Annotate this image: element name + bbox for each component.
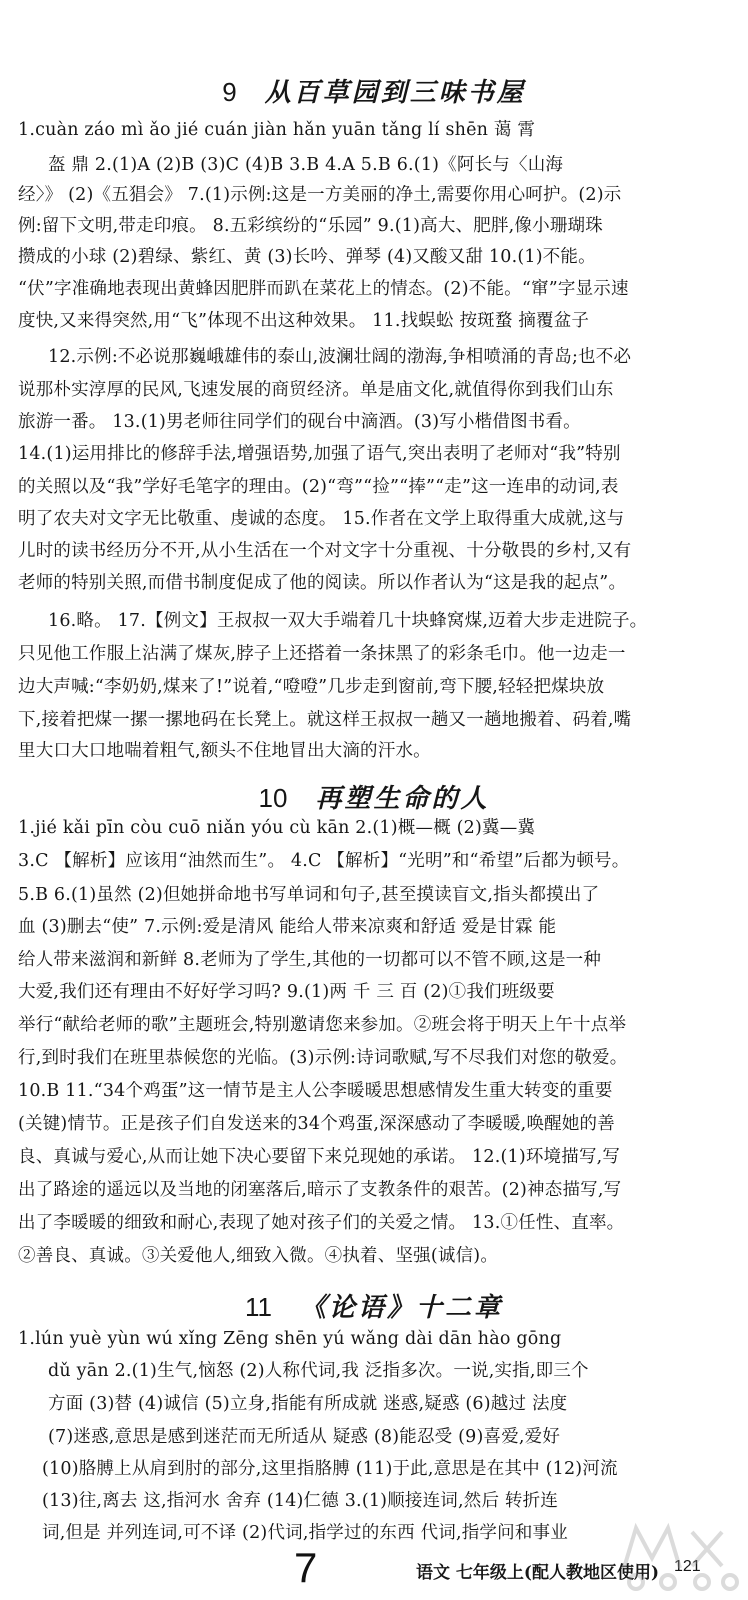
answer-line: (关键)情节。正是孩子们自发送来的34个鸡蛋,深深感动了李暖暖,唤醒她的善 [18,1114,615,1134]
section-10-heading [0,778,748,815]
answer-line: 12.示例:不必说那巍峨雄伟的泰山,波澜壮阔的渤海,争相喷涌的青岛;也不必 [48,347,632,367]
answer-line: (13)往,离去 这,指河水 舍弃 (14)仁德 3.(1)顺接连词,然后 转折连 [42,1491,559,1511]
answer-line: 给人带来滋润和新鲜 8.老师为了学生,其他的一切都可以不管不顾,这是一种 [18,950,602,970]
answer-line: 出了路途的遥远以及当地的闭塞落后,暗示了支教条件的艰苦。(2)神态描写,写 [18,1180,622,1200]
handwritten-page-mark: 7 [294,1544,318,1591]
section-9-heading [0,72,748,109]
answer-line: 方面 (3)替 (4)诚信 (5)立身,指能有所成就 迷惑,疑惑 (6)越过 法度 [48,1394,568,1414]
answer-line: “伏”字准确地表现出黄蜂因肥胖而趴在菜花上的情态。(2)不能。“窜”字显示速 [18,279,629,299]
answer-line: 度快,又来得突然,用“飞”体现不出这种效果。 11.找蜈蚣 按斑蝥 摘覆盆子 [18,311,590,331]
answer-line: 例:留下文明,带走印痕。 8.五彩缤纷的“乐园” 9.(1)高大、肥胖,像小珊瑚珠 [18,216,603,236]
answer-line: 旅游一番。 13.(1)男老师往同学们的砚台中滴酒。(3)写小楷借图书看。 [18,412,581,432]
answer-line: 的关照以及“我”学好毛笔字的理由。(2)“弯”“捡”“捧”“走”这一连串的动词,表 [18,477,619,497]
answer-line: 词,但是 并列连词,可不译 (2)代词,指学过的东西 代词,指学问和事业 [42,1523,568,1543]
answer-line: 只见他工作服上沾满了煤灰,脖子上还搭着一条抹黑了的彩条毛巾。他一边走一 [18,644,626,664]
answer-line: 儿时的读书经历分不开,从小生活在一个对文字十分重视、十分敬畏的乡村,又有 [18,541,632,561]
section-title: 《论语》十二章 [299,1293,503,1323]
answer-line: 举行“献给老师的歌”主题班会,特别邀请您来参加。②班会将于明天上午十点举 [18,1015,627,1035]
answer-line: dǔ yān 2.(1)生气,恼怒 (2)人称代词,我 泛指多次。一说,实指,即三个 [48,1361,589,1381]
answer-line: 说那朴实淳厚的民风,飞速发展的商贸经济。单是庙文化,就值得你到我们山东 [18,380,614,400]
section-11-heading [0,1287,748,1324]
answer-line: 1.lún yuè yùn wú xǐng Zēng shēn yú wǎng dài dān hào gōng [18,1329,562,1349]
section-number: 11 [244,1292,272,1322]
answer-line: 14.(1)运用排比的修辞手法,增强语势,加强了语气,突出表明了老师对“我”特别 [18,444,621,464]
answer-line: (10)胳膊上从肩到肘的部分,这里指胳膊 (11)于此,意思是在其中 (12)河流 [42,1459,618,1479]
answer-line: 5.B 6.(1)虽然 (2)但她拼命地书写单词和句子,甚至摸读盲文,指头都摸出了 [18,885,600,905]
answer-line: 10.B 11.“34个鸡蛋”这一情节是主人公李暖暖思想感情发生重大转变的重要 [18,1081,613,1101]
book-subject-label: 语文 七年级上(配人教地区使用) [416,1563,660,1583]
answer-line: 攒成的小球 (2)碧绿、紫红、黄 (3)长吟、弹琴 (4)又酸又甜 10.(1)不能。 [18,247,596,267]
answer-line: 明了农夫对文字无比敬重、虔诚的态度。 15.作者在文学上取得重大成就,这与 [18,509,625,529]
answer-line: 16.略。 17.【例文】王叔叔一双大手端着几十块蜂窝煤,迈着大步走进院子。 [48,611,648,631]
section-title: 从百草园到三味书屋 [264,78,526,108]
answer-line: 出了李暖暖的细致和耐心,表现了她对孩子们的关爱之情。 13.①任性、直率。 [18,1213,625,1233]
answer-line: 盔 鼎 2.(1)A (2)B (3)C (4)B 3.B 4.A 5.B 6.(1)《阿长与〈山海 [48,155,564,175]
watermark-logo-icon [606,1508,746,1596]
answer-line: (7)迷惑,意思是感到迷茫而无所适从 疑惑 (8)能忍受 (9)喜爱,爱好 [48,1427,561,1447]
answer-line: ②善良、真诚。③关爱他人,细致入微。④执着、坚强(诚信)。 [18,1246,499,1266]
answer-line: 老师的特别关照,而借书制度促成了他的阅读。所以作者认为“这是我的起点”。 [18,573,627,593]
answer-line: 1.jié kǎi pīn còu cuō niǎn yóu cù kān 2.(1)概—概 (2)冀—冀 [18,818,536,838]
section-title: 再塑生命的人 [315,784,490,814]
section-number: 10 [258,783,288,813]
page-number: 121 [674,1558,701,1575]
answer-line: 良、真诚与爱心,从而让她下决心要留下来兑现她的承诺。 12.(1)环境描写,写 [18,1147,621,1167]
answer-line: 里大口大口地喘着粗气,额头不住地冒出大滴的汗水。 [18,741,431,761]
answer-line: 血 (3)删去“使” 7.示例:爱是清风 能给人带来凉爽和舒适 爱是甘霖 能 [18,917,557,937]
answer-line: 行,到时我们在班里恭候您的光临。(3)示例:诗词歌赋,写不尽我们对您的敬爱。 [18,1048,628,1068]
answer-line: 经〉》 (2)《五猖会》 7.(1)示例:这是一方美丽的净土,需要你用心呵护。(2)示 [18,185,622,205]
section-number: 9 [222,77,237,107]
answer-line: 大爱,我们还有理由不好好学习吗? 9.(1)两 千 三 百 (2)①我们班级要 [18,982,555,1002]
answer-line: 边大声喊:“李奶奶,煤来了!”说着,“噔噔”几步走到窗前,弯下腰,轻轻把煤块放 [18,677,605,697]
answer-line: 下,接着把煤一摞一摞地码在长凳上。就这样王叔叔一趟又一趟地搬着、码着,嘴 [18,710,632,730]
answer-line: 1.cuàn záo mì ǎo jié cuán jiàn hǎn yuān tǎng lí shēn 蔼 霄 [18,120,536,140]
answer-line: 3.C 【解析】应该用“油然而生”。 4.C 【解析】“光明”和“希望”后都为顿号。 [18,851,630,871]
